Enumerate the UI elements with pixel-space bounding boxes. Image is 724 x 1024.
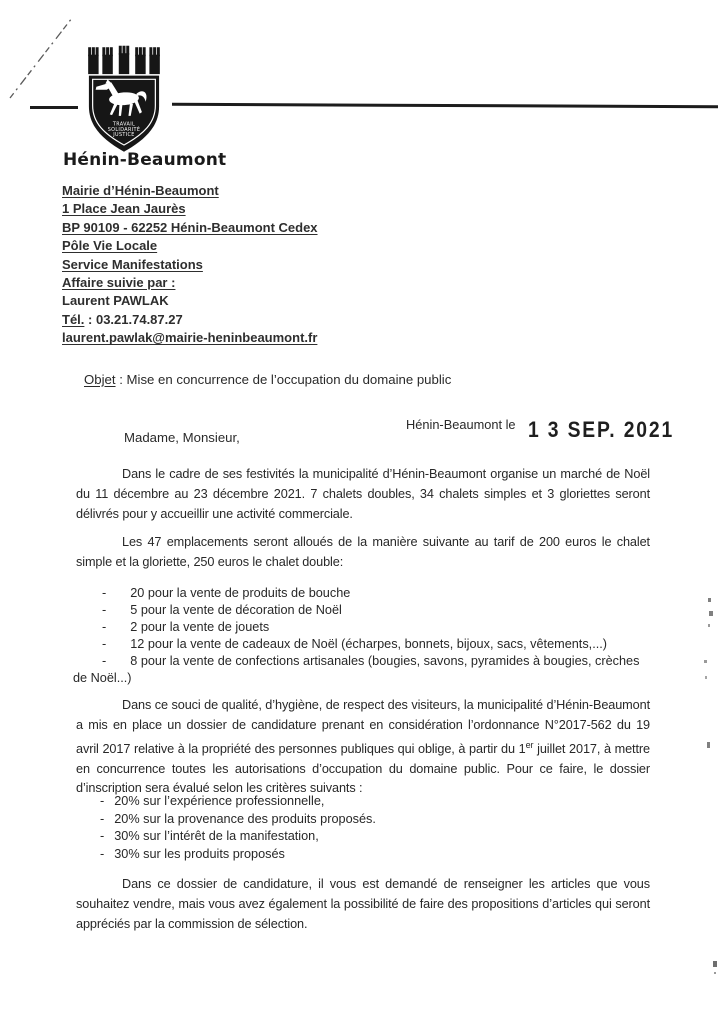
crest-motto-line: TRAVAIL [112, 121, 136, 128]
allocation-list-item: - 8 pour la vente de confections artisanales (bougies, savons, pyramides à bougies, crèches de Noël...) [73, 654, 640, 685]
list-dash-marker: - [100, 794, 105, 808]
list-dash-marker: - [100, 811, 105, 826]
criteria-list-item: - 20% sur l’expérience professionnelle, [100, 794, 325, 808]
scan-speck [704, 660, 707, 663]
paragraph-criteria-text: juillet 2017, à mettre en concurrence toutes les autorisations d’occupation du domaine public. Pour ce faire, le dossier d’inscription sera évalué selon les critères suivants : [76, 741, 650, 796]
header-rule-right [172, 103, 718, 108]
crest-motto-line: JUSTICE [113, 132, 135, 139]
subject-separator: : [115, 372, 127, 387]
scan-speck [713, 961, 717, 967]
paragraph-tarifs: Les 47 emplacements seront alloués de la manière suivante au tarif de 200 euros le chalet simple et la gloriette, 250 euros le chalet double: [76, 535, 650, 569]
criteria-list-item: - 30% sur l’intérêt de la manifestation, [100, 829, 319, 843]
scan-speck [707, 742, 710, 748]
scan-artifact-diagonal-line [4, 12, 80, 104]
scan-speck [709, 611, 713, 616]
dateline-place: Hénin-Beaumont le [406, 417, 516, 432]
date-stamp: 1 3 SEP. 2021 [528, 418, 675, 443]
allocation-list-item: - 5 pour la vente de décoration de Noël [102, 603, 342, 617]
criteria-list-item: - 20% sur la provenance des produits proposés. [100, 811, 376, 826]
sender-line: Service Manifestations [62, 256, 203, 272]
crest-shield-horse-icon [86, 42, 162, 154]
criteria-list-item: - 30% sur les produits proposés [100, 846, 285, 861]
list-dash-marker: - [102, 654, 107, 668]
allocation-list [73, 585, 653, 687]
sender-line: BP 90109 - 62252 Hénin-Beaumont Cedex [62, 219, 318, 235]
paragraph-criteria-intro [76, 696, 650, 799]
crest-castle-towers [88, 46, 160, 74]
list-dash-marker: - [102, 620, 107, 634]
sender-line: 1 Place Jean Jaurès [62, 201, 186, 217]
list-dash-marker: - [102, 637, 107, 651]
subject-text: Mise en concurrence de l’occupation du domaine public [126, 372, 452, 387]
sender-line: Laurent PAWLAK [62, 293, 169, 309]
logo-city-name: Hénin-Beaumont [63, 150, 227, 170]
subject-line [84, 372, 451, 387]
scan-speck [708, 598, 711, 602]
sender-line: Affaire suivie par : [62, 275, 176, 291]
criteria-list [73, 793, 653, 863]
paragraph-closing: Dans ce dossier de candidature, il vous est demandé de renseigner les articles que vous souhaitez vendre, mais vous avez également la possibilité de faire des propositions d’articles qui seront appréciés par la commission de sélection. [76, 877, 650, 931]
paragraph-intro: Dans le cadre de ses festivités la municipalité d’Hénin-Beaumont organise un marché de Noël du 11 décembre au 23 décembre 2021. 7 chalets doubles, 34 chalets simples et 3 gloriettes seront délivrés pour y accueillir une activité commerciale. [76, 467, 650, 521]
allocation-list-item: - 12 pour la vente de cadeaux de Noël (écharpes, bonnets, bijoux, sacs, vêtements,...) [102, 637, 608, 651]
scan-speck [714, 972, 716, 974]
sender-address-block [62, 182, 318, 348]
list-dash-marker: - [102, 603, 107, 617]
sender-line: Mairie d’Hénin-Beaumont [62, 183, 219, 198]
sender-line: laurent.pawlak@mairie-heninbeaumont.fr [62, 330, 318, 346]
list-dash-marker: - [102, 586, 107, 600]
scan-speck [708, 624, 710, 627]
subject-label: Objet [84, 372, 116, 387]
crest-motto-line: SOLIDARITÉ [107, 126, 141, 133]
scan-speck [705, 676, 707, 679]
header-rule-left [30, 106, 78, 109]
paragraph-criteria-text: Dans ce souci de qualité, d’hygiène, de respect des visiteurs, la municipalité d’Hénin-Beaumont a mis en place un dossier de candidature prenant en considération l’ordonnance N°2017-562 du 19 avril 2017 relative à la propriété des personnes publiques qui oblige, à partir du 1 [76, 698, 650, 756]
allocation-list-item: - 2 pour la vente de jouets [102, 620, 270, 634]
list-dash-marker: - [100, 846, 105, 861]
ordinal-superscript: er [525, 739, 534, 750]
salutation: Madame, Monsieur, [124, 430, 240, 445]
list-dash-marker: - [100, 829, 105, 843]
allocation-list-item: - 20 pour la vente de produits de bouche [102, 586, 351, 600]
sender-line: Tél. : 03.21.74.87.27 [62, 311, 183, 327]
sender-line: Pôle Vie Locale [62, 238, 158, 254]
